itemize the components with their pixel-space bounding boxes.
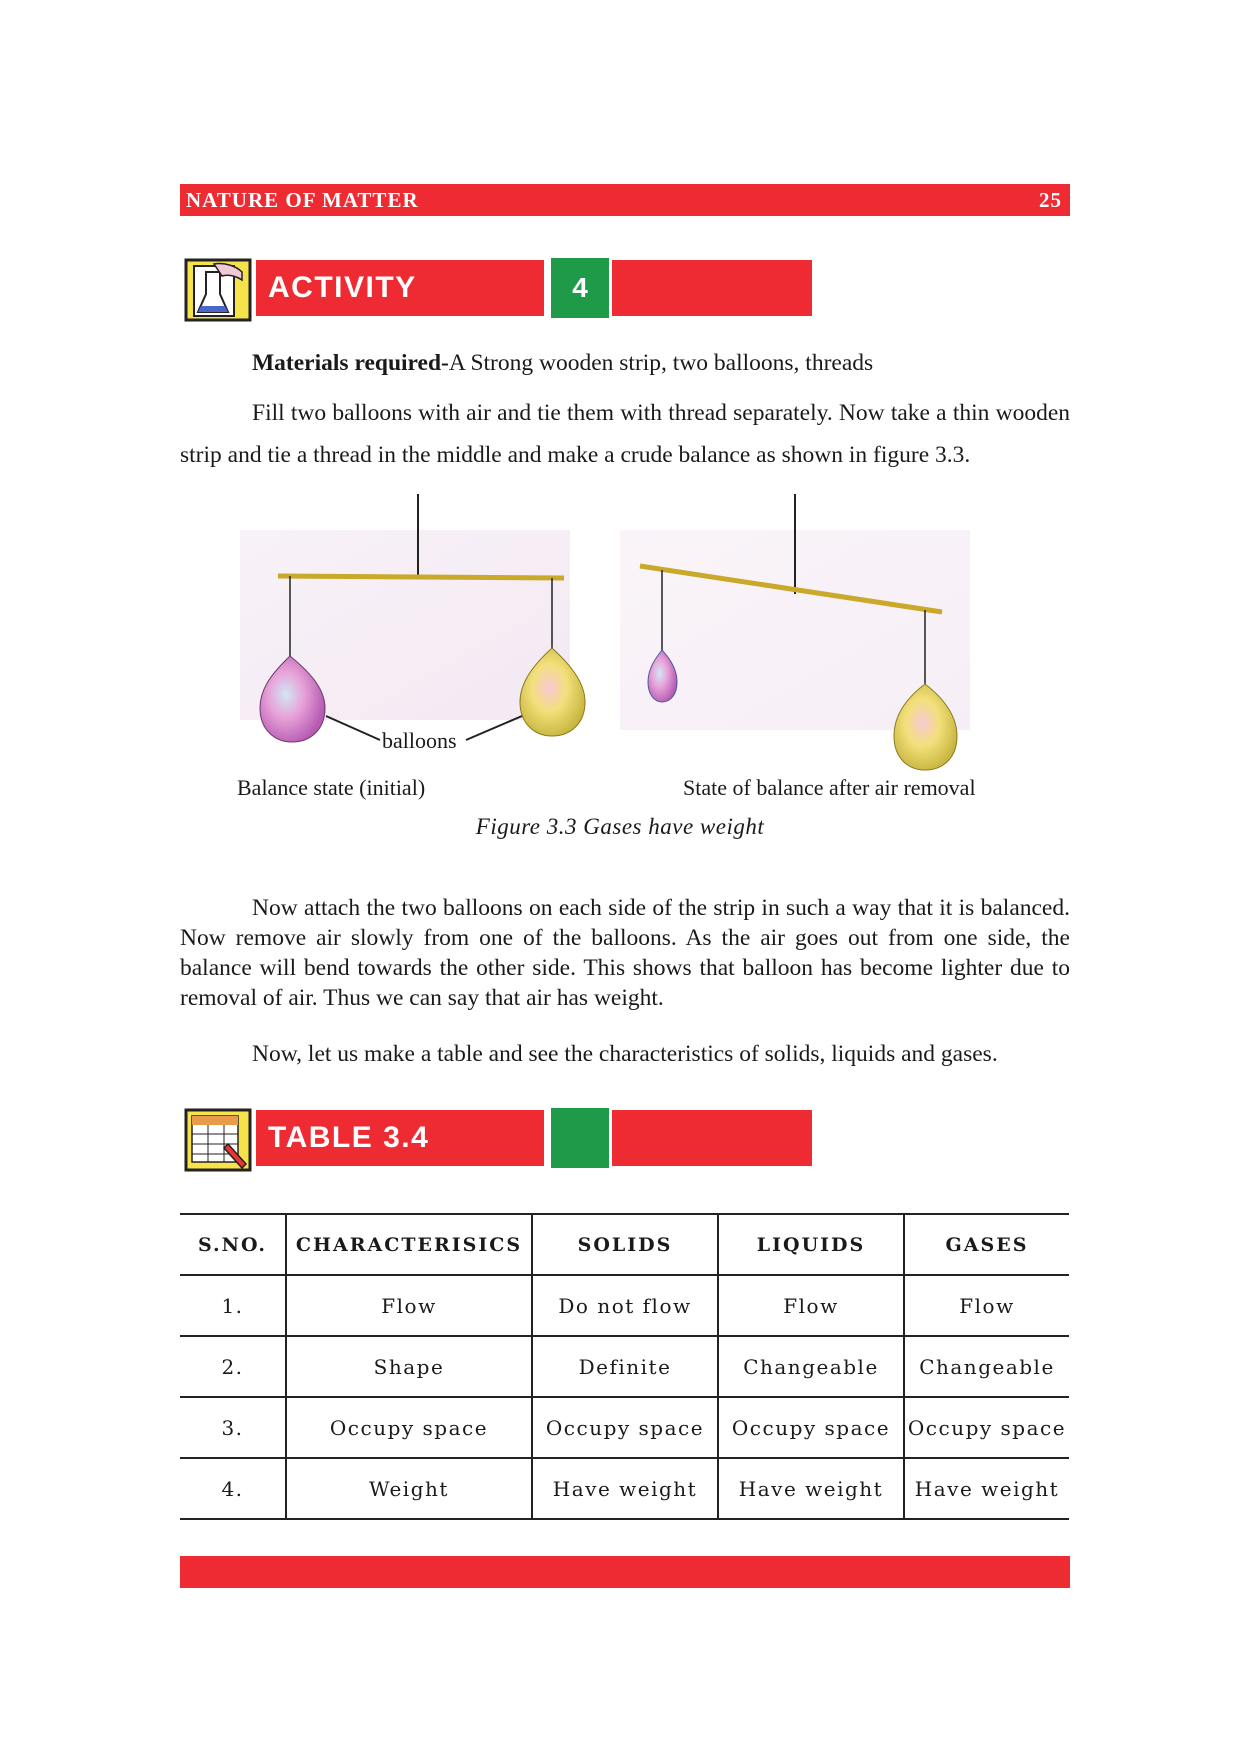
cell-characteristic: Flow xyxy=(286,1275,532,1336)
activity-banner-end xyxy=(612,260,812,316)
activity-label: ACTIVITY xyxy=(256,260,544,316)
cell-liquids: Flow xyxy=(718,1275,904,1336)
header-liquids: LIQUIDS xyxy=(718,1214,904,1275)
cell-liquids: Have weight xyxy=(718,1458,904,1519)
cell-sno: 3. xyxy=(180,1397,286,1458)
table-header-row xyxy=(180,1214,1069,1275)
characteristics-table xyxy=(180,1213,1069,1520)
table-pencil-icon xyxy=(184,1108,252,1172)
cell-liquids: Changeable xyxy=(718,1336,904,1397)
header-solids: SOLIDS xyxy=(532,1214,718,1275)
table-label: TABLE 3.4 xyxy=(256,1110,544,1166)
footer-bar xyxy=(180,1556,1070,1588)
figure-caption: Figure 3.3 Gases have weight xyxy=(475,814,765,839)
cell-solids: Occupy space xyxy=(532,1397,718,1458)
cell-gases: Have weight xyxy=(904,1458,1069,1519)
table-row xyxy=(180,1336,1069,1397)
table-banner-end xyxy=(612,1110,812,1166)
header-sno: S.NO. xyxy=(180,1214,286,1275)
page-number: 25 xyxy=(1039,187,1062,212)
materials-line xyxy=(180,342,1070,384)
header-gases: GASES xyxy=(904,1214,1069,1275)
left-wooden-strip xyxy=(278,576,564,578)
cell-sno: 1. xyxy=(180,1275,286,1336)
materials-text: A Strong wooden strip, two balloons, threads xyxy=(448,350,874,376)
header-characteristics: CHARACTERISICS xyxy=(286,1214,532,1275)
cell-gases: Flow xyxy=(904,1275,1069,1336)
paragraph-3: Now, let us make a table and see the characteristics of solids, liquids and gases. xyxy=(252,1041,998,1067)
right-figure-caption: State of balance after air removal xyxy=(683,775,976,800)
cell-characteristic: Weight xyxy=(286,1458,532,1519)
balance-figure xyxy=(230,490,975,780)
cell-sno: 2. xyxy=(180,1336,286,1397)
running-header xyxy=(180,184,1070,216)
activity-number: 4 xyxy=(551,258,609,318)
cell-characteristic: Occupy space xyxy=(286,1397,532,1458)
cell-solids: Definite xyxy=(532,1336,718,1397)
balloons-label: balloons xyxy=(382,728,457,753)
cell-solids: Do not flow xyxy=(532,1275,718,1336)
paragraph-2: Now attach the two balloons on each side of the strip in such a way that it is balanced. Now remove air slowly from one of the balloons. As the air goes out from one side, the balance will bend towards the other side. This shows that balloon has become lighter due to removal of air. Thus we can say that air has weight. xyxy=(180,895,1070,1011)
cell-gases: Occupy space xyxy=(904,1397,1069,1458)
cell-liquids: Occupy space xyxy=(718,1397,904,1458)
table-row xyxy=(180,1275,1069,1336)
left-figure-caption: Balance state (initial) xyxy=(237,775,426,800)
cell-characteristic: Shape xyxy=(286,1336,532,1397)
cell-sno: 4. xyxy=(180,1458,286,1519)
paragraph-1: Fill two balloons with air and tie them with thread separately. Now take a thin wooden strip and tie a thread in the middle and make a crude balance as shown in figure 3.3. xyxy=(180,400,1070,468)
table-row xyxy=(180,1458,1069,1519)
chapter-title: NATURE OF MATTER xyxy=(186,187,419,212)
table-banner-green xyxy=(551,1108,609,1168)
materials-label: Materials required- xyxy=(252,350,449,376)
cell-gases: Changeable xyxy=(904,1336,1069,1397)
cell-solids: Have weight xyxy=(532,1458,718,1519)
lab-flask-icon xyxy=(184,258,252,322)
table-row xyxy=(180,1397,1069,1458)
